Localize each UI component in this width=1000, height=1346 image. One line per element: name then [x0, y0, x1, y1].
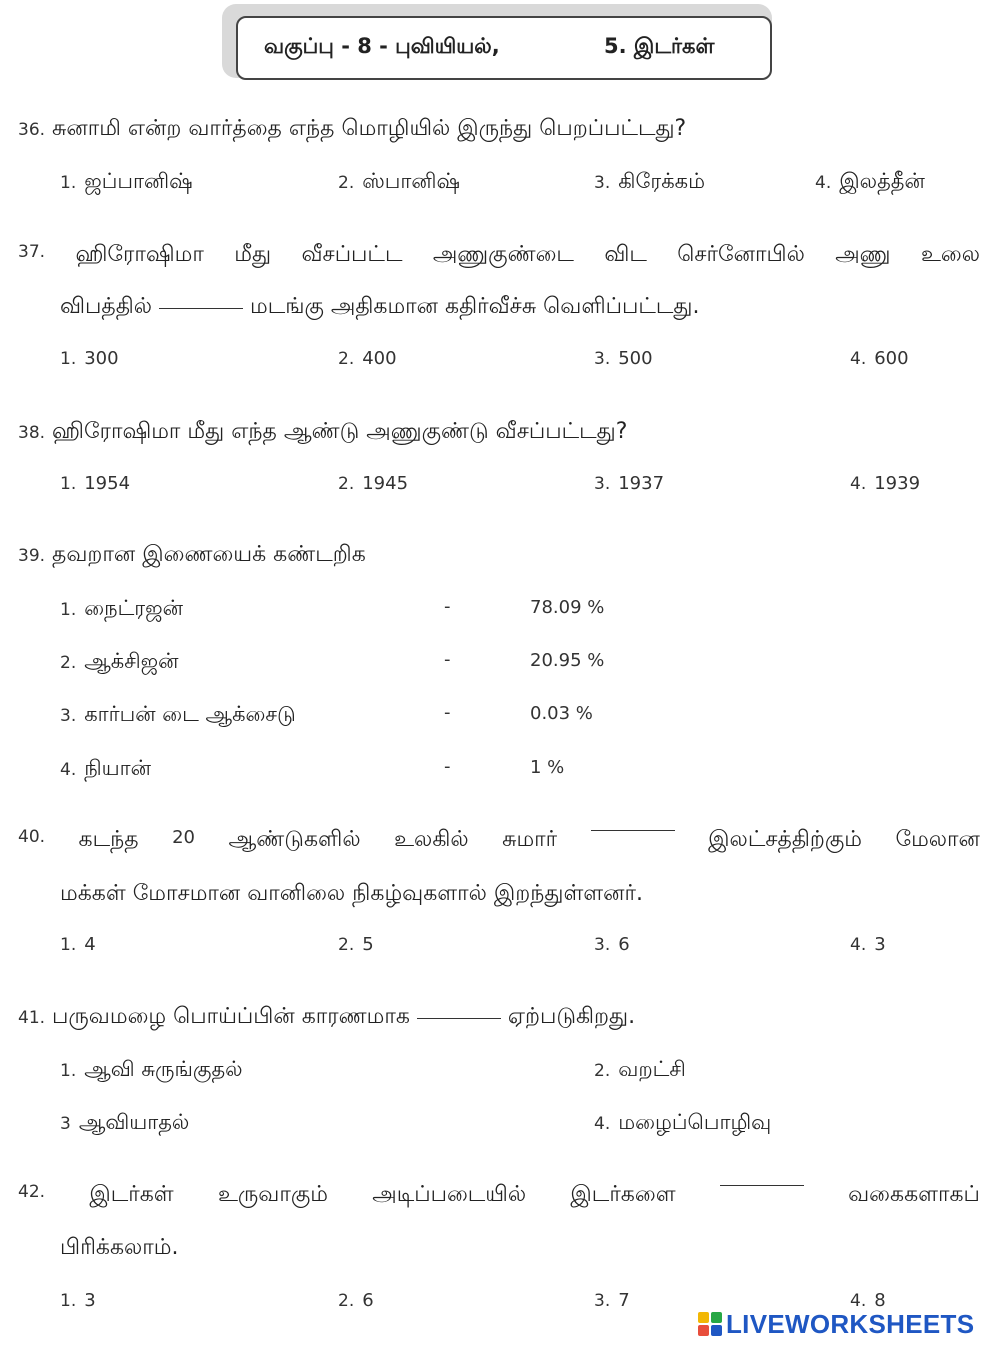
watermark-text: LIVEWORKSHEETS — [726, 1308, 975, 1339]
pair-39-3-dash: - — [444, 702, 451, 723]
pair-39-3-value: 0.03 % — [530, 703, 593, 724]
header-lesson: 5. இடர்கள் — [604, 34, 715, 58]
question-number: 41. — [18, 1008, 46, 1028]
question-38 — [18, 421, 627, 443]
option-37-1: 1. 300 — [60, 348, 119, 369]
question-number: 36. — [18, 120, 46, 140]
option-38-4: 4. 1939 — [850, 473, 921, 494]
option-41-3: 3 ஆவியாதல் — [60, 1110, 190, 1134]
question-number: 40. — [18, 827, 46, 847]
question-number: 39. — [18, 546, 46, 566]
option-38-3: 3. 1937 — [594, 473, 665, 494]
option-36-4: 4. இலத்தீன் — [815, 169, 925, 193]
answer-blank — [591, 829, 675, 831]
question-40-line-1: 40. கடந்த 20 ஆண்டுகளில் உலகில் சுமார் இலட்சத்திற்கும் மேலான — [18, 827, 980, 852]
pair-39-3-name: 3. கார்பன் டை ஆக்சைடு — [60, 702, 296, 726]
option-36-1: 1. ஜப்பானிஷ் — [60, 169, 193, 193]
option-40-1: 1. 4 — [60, 934, 96, 955]
question-41: 41. பருவமழை பொய்ப்பின் காரணமாக ஏற்படுகிறது. — [18, 1004, 636, 1029]
option-42-1: 1. 3 — [60, 1290, 96, 1311]
option-37-3: 3. 500 — [594, 348, 653, 369]
option-41-1: 1. ஆவி சுருங்குதல் — [60, 1057, 243, 1081]
question-text: சுனாமி என்ற வார்த்தை எந்த மொழியில் இருந்து பெறப்பட்டது? — [52, 116, 687, 141]
question-37-line-1: 37. ஹிரோஷிமா மீது வீசப்பட்ட அணுகுண்டை விட செர்னோபில் அணு உலை — [18, 242, 980, 267]
option-42-2: 2. 6 — [338, 1290, 374, 1311]
question-39 — [18, 544, 366, 566]
pair-39-1-name: 1. நைட்ரஜன் — [60, 596, 184, 620]
pair-39-1-dash: - — [444, 596, 451, 617]
pair-39-1-value: 78.09 % — [530, 597, 605, 618]
pair-39-2-dash: - — [444, 649, 451, 670]
option-38-2: 2. 1945 — [338, 473, 409, 494]
option-36-3: 3. கிரேக்கம் — [594, 169, 705, 193]
liveworksheets-watermark — [698, 1310, 974, 1338]
pair-39-2-value: 20.95 % — [530, 650, 605, 671]
option-42-4: 4. 8 — [850, 1290, 886, 1311]
question-number: 38. — [18, 423, 46, 443]
option-41-4: 4. மழைப்பொழிவு — [594, 1110, 772, 1134]
option-41-2: 2. வறட்சி — [594, 1057, 686, 1081]
option-36-2: 2. ஸ்பானிஷ் — [338, 169, 461, 193]
option-38-1: 1. 1954 — [60, 473, 131, 494]
pair-39-4-name: 4. நியான் — [60, 756, 151, 780]
question-42-line-2: பிரிக்கலாம். — [60, 1235, 179, 1260]
answer-blank — [159, 307, 243, 309]
option-40-2: 2. 5 — [338, 934, 374, 955]
question-37-line-2: விபத்தில் மடங்கு அதிகமான கதிர்வீச்சு வெளிப்பட்டது. — [60, 294, 700, 319]
liveworksheets-logo-icon — [698, 1312, 722, 1336]
question-text: தவறான இணையைக் கண்டறிக — [52, 542, 366, 567]
option-37-2: 2. 400 — [338, 348, 397, 369]
answer-blank — [720, 1184, 804, 1186]
question-number: 42. — [18, 1182, 46, 1202]
option-42-3: 3. 7 — [594, 1290, 630, 1311]
option-40-4: 4. 3 — [850, 934, 886, 955]
header-subject: வகுப்பு - 8 - புவியியல், — [264, 34, 500, 58]
question-number: 37. — [18, 242, 46, 262]
question-36 — [18, 118, 686, 140]
worksheet-header — [236, 16, 772, 80]
question-text: ஹிரோஷிமா மீது எந்த ஆண்டு அணுகுண்டு வீசப்பட்டது? — [52, 419, 628, 444]
pair-39-4-dash: - — [444, 756, 451, 777]
option-40-3: 3. 6 — [594, 934, 630, 955]
pair-39-4-value: 1 % — [530, 757, 565, 778]
answer-blank — [417, 1017, 501, 1019]
pair-39-2-name: 2. ஆக்சிஜன் — [60, 649, 179, 673]
option-37-4: 4. 600 — [850, 348, 909, 369]
question-40-line-2: மக்கள் மோசமான வானிலை நிகழ்வுகளால் இறந்துள்ளனர். — [60, 881, 643, 906]
question-42-line-1: 42. இடர்கள் உருவாகும் அடிப்படையில் இடர்களை வகைகளாகப் — [18, 1182, 980, 1207]
